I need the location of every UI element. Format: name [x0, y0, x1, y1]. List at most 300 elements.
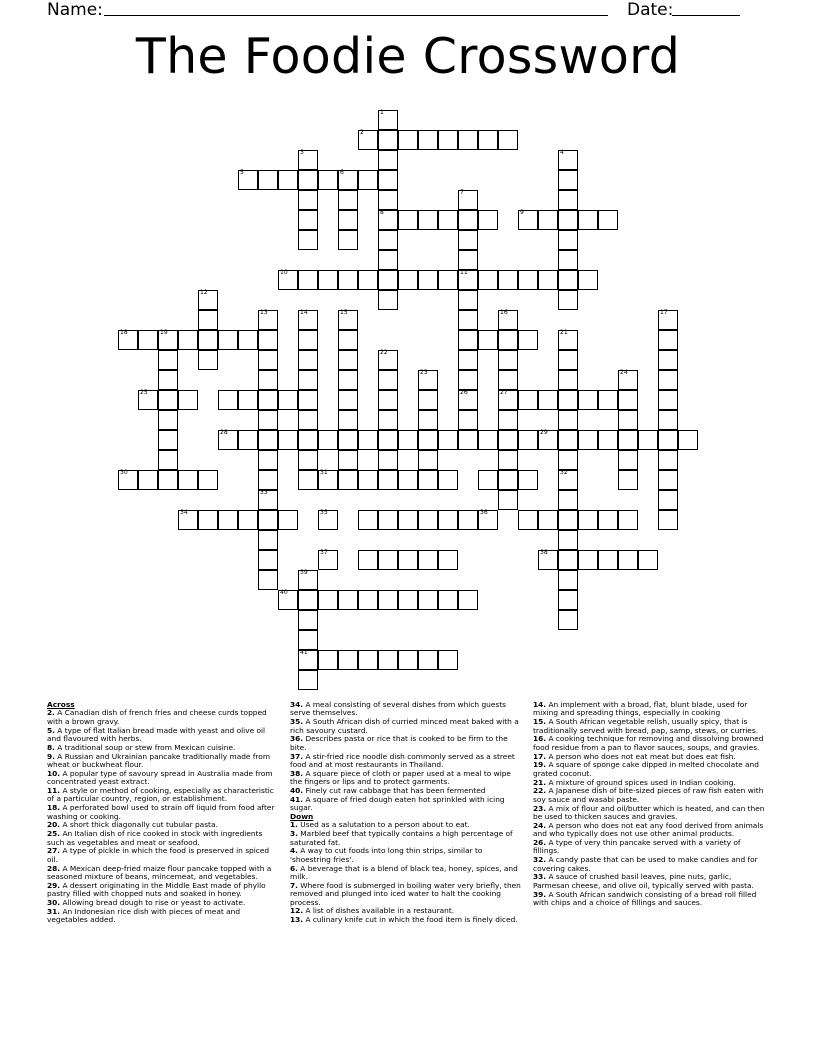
grid-cell[interactable]	[458, 270, 478, 290]
clue-item	[290, 796, 524, 813]
grid-cell[interactable]	[278, 510, 298, 530]
grid-cell[interactable]	[398, 470, 418, 490]
grid-cell[interactable]	[338, 410, 358, 430]
clue-number: 15	[340, 309, 348, 316]
grid-cell[interactable]	[158, 330, 178, 350]
grid-cell[interactable]	[338, 450, 358, 470]
grid-cell[interactable]	[618, 470, 638, 490]
grid-cell[interactable]	[598, 510, 618, 530]
grid-cell[interactable]	[338, 270, 358, 290]
grid-cell[interactable]	[558, 590, 578, 610]
grid-cell[interactable]	[418, 550, 438, 570]
across-heading: Across	[47, 700, 75, 709]
grid-cell[interactable]	[598, 430, 618, 450]
grid-cell[interactable]	[358, 550, 378, 570]
grid-cell[interactable]	[378, 650, 398, 670]
grid-cell[interactable]	[378, 450, 398, 470]
grid-cell[interactable]	[298, 630, 318, 650]
grid-cell[interactable]	[398, 210, 418, 230]
grid-cell[interactable]	[478, 470, 498, 490]
grid-cell[interactable]	[578, 270, 598, 290]
clue-item	[290, 701, 524, 718]
grid-cell[interactable]	[298, 210, 318, 230]
grid-cell[interactable]	[298, 170, 318, 190]
grid-cell[interactable]	[438, 270, 458, 290]
clue-number: 14	[300, 309, 308, 316]
grid-cell[interactable]	[138, 330, 158, 350]
grid-cell[interactable]	[218, 430, 238, 450]
grid-cell[interactable]	[378, 470, 398, 490]
grid-cell[interactable]	[178, 330, 198, 350]
grid-cell[interactable]	[518, 330, 538, 350]
grid-cell[interactable]	[658, 350, 678, 370]
grid-cell[interactable]	[658, 330, 678, 350]
grid-cell[interactable]	[518, 430, 538, 450]
grid-cell[interactable]	[438, 510, 458, 530]
clue-number: 38	[540, 549, 548, 556]
grid-cell[interactable]	[258, 570, 278, 590]
grid-cell[interactable]	[338, 190, 358, 210]
grid-cell[interactable]	[458, 330, 478, 350]
grid-cell[interactable]	[338, 330, 358, 350]
grid-cell[interactable]	[298, 410, 318, 430]
grid-cell[interactable]	[418, 450, 438, 470]
grid-cell[interactable]	[458, 290, 478, 310]
grid-cell[interactable]	[658, 450, 678, 470]
grid-cell[interactable]	[258, 430, 278, 450]
grid-cell[interactable]	[638, 550, 658, 570]
grid-cell[interactable]	[558, 430, 578, 450]
grid-cell[interactable]	[338, 310, 358, 330]
grid-cell[interactable]	[458, 430, 478, 450]
grid-cell[interactable]	[158, 370, 178, 390]
grid-cell[interactable]	[438, 210, 458, 230]
grid-cell[interactable]	[438, 130, 458, 150]
grid-cell[interactable]	[618, 410, 638, 430]
grid-cell[interactable]	[618, 430, 638, 450]
clues-column-2	[290, 701, 524, 925]
grid-cell[interactable]	[498, 350, 518, 370]
grid-cell[interactable]	[298, 190, 318, 210]
grid-cell[interactable]	[358, 130, 378, 150]
grid-cell[interactable]	[258, 510, 278, 530]
grid-cell[interactable]	[158, 390, 178, 410]
grid-cell[interactable]	[458, 210, 478, 230]
clue-item	[47, 830, 279, 847]
grid-cell[interactable]	[558, 450, 578, 470]
clue-number: 23	[420, 369, 428, 376]
clue-item	[290, 865, 524, 882]
grid-cell[interactable]	[278, 590, 298, 610]
grid-cell[interactable]	[618, 390, 638, 410]
grid-cell[interactable]	[558, 210, 578, 230]
grid-cell[interactable]	[378, 370, 398, 390]
grid-cell[interactable]	[358, 510, 378, 530]
grid-cell[interactable]	[658, 410, 678, 430]
grid-cell[interactable]	[538, 510, 558, 530]
grid-cell[interactable]	[538, 270, 558, 290]
grid-cell[interactable]	[378, 590, 398, 610]
grid-cell[interactable]	[198, 470, 218, 490]
grid-cell[interactable]	[558, 510, 578, 530]
grid-cell[interactable]	[558, 350, 578, 370]
grid-cell[interactable]	[258, 370, 278, 390]
clue-item	[533, 787, 769, 804]
grid-cell[interactable]	[498, 390, 518, 410]
clue-item-number: 32.	[533, 855, 547, 865]
grid-cell[interactable]	[438, 470, 458, 490]
grid-cell[interactable]	[318, 550, 338, 570]
grid-cell[interactable]	[518, 210, 538, 230]
grid-cell[interactable]	[638, 430, 658, 450]
grid-cell[interactable]	[558, 270, 578, 290]
grid-cell[interactable]	[318, 470, 338, 490]
grid-cell[interactable]	[378, 270, 398, 290]
grid-cell[interactable]	[278, 430, 298, 450]
grid-cell[interactable]	[298, 610, 318, 630]
clue-number: 12	[200, 289, 208, 296]
grid-cell[interactable]	[598, 210, 618, 230]
grid-cell[interactable]	[258, 170, 278, 190]
grid-cell[interactable]	[398, 590, 418, 610]
grid-cell[interactable]	[318, 270, 338, 290]
grid-cell[interactable]	[278, 170, 298, 190]
grid-cell[interactable]	[118, 330, 138, 350]
grid-cell[interactable]	[178, 510, 198, 530]
grid-cell[interactable]	[558, 390, 578, 410]
clue-number: 34	[180, 509, 188, 516]
grid-cell[interactable]	[378, 550, 398, 570]
grid-cell[interactable]	[618, 550, 638, 570]
grid-cell[interactable]	[378, 430, 398, 450]
grid-cell[interactable]	[218, 510, 238, 530]
grid-cell[interactable]	[558, 190, 578, 210]
grid-cell[interactable]	[338, 470, 358, 490]
grid-cell[interactable]	[338, 590, 358, 610]
grid-cell[interactable]	[578, 390, 598, 410]
grid-cell[interactable]	[318, 430, 338, 450]
grid-cell[interactable]	[618, 510, 638, 530]
grid-cell[interactable]	[458, 130, 478, 150]
grid-cell[interactable]	[418, 210, 438, 230]
grid-cell[interactable]	[478, 430, 498, 450]
grid-cell[interactable]	[298, 370, 318, 390]
grid-cell[interactable]	[338, 650, 358, 670]
clue-item-number: 6.	[290, 863, 298, 873]
grid-cell[interactable]	[178, 470, 198, 490]
grid-cell[interactable]	[158, 470, 178, 490]
grid-cell[interactable]	[498, 130, 518, 150]
clue-item-number: 33.	[533, 872, 547, 882]
grid-cell[interactable]	[458, 410, 478, 430]
grid-cell[interactable]	[298, 430, 318, 450]
grid-cell[interactable]	[438, 430, 458, 450]
grid-cell[interactable]	[358, 470, 378, 490]
grid-cell[interactable]	[198, 330, 218, 350]
grid-cell[interactable]	[498, 370, 518, 390]
grid-cell[interactable]	[298, 390, 318, 410]
grid-cell[interactable]	[458, 510, 478, 530]
grid-cell[interactable]	[458, 370, 478, 390]
grid-cell[interactable]	[278, 390, 298, 410]
grid-cell[interactable]	[378, 350, 398, 370]
grid-cell[interactable]	[478, 130, 498, 150]
grid-cell[interactable]	[478, 330, 498, 350]
clue-item-number: 29.	[47, 880, 61, 890]
grid-cell[interactable]	[318, 170, 338, 190]
grid-cell[interactable]	[198, 290, 218, 310]
grid-cell[interactable]	[618, 370, 638, 390]
grid-cell[interactable]	[278, 270, 298, 290]
grid-cell[interactable]	[498, 450, 518, 470]
grid-cell[interactable]	[378, 290, 398, 310]
grid-cell[interactable]	[658, 430, 678, 450]
grid-cell[interactable]	[438, 590, 458, 610]
grid-cell[interactable]	[258, 330, 278, 350]
grid-cell[interactable]	[338, 350, 358, 370]
grid-cell[interactable]	[238, 390, 258, 410]
grid-cell[interactable]	[658, 310, 678, 330]
grid-cell[interactable]	[418, 270, 438, 290]
clue-item-text: A type of pickle in which the food is preserved in spiced oil.	[47, 846, 270, 864]
clue-item	[47, 709, 279, 726]
grid-cell[interactable]	[498, 270, 518, 290]
grid-cell[interactable]	[518, 390, 538, 410]
grid-cell[interactable]	[378, 130, 398, 150]
grid-cell[interactable]	[338, 210, 358, 230]
grid-cell[interactable]	[558, 530, 578, 550]
clue-number: 28	[220, 429, 228, 436]
grid-cell[interactable]	[258, 350, 278, 370]
grid-cell[interactable]	[298, 270, 318, 290]
grid-cell[interactable]	[318, 510, 338, 530]
grid-cell[interactable]	[558, 230, 578, 250]
grid-cell[interactable]	[238, 330, 258, 350]
grid-cell[interactable]	[378, 250, 398, 270]
grid-cell[interactable]	[598, 390, 618, 410]
grid-cell[interactable]	[378, 230, 398, 250]
clue-number: 13	[260, 309, 268, 316]
grid-cell[interactable]	[558, 150, 578, 170]
grid-cell[interactable]	[418, 370, 438, 390]
grid-cell[interactable]	[458, 590, 478, 610]
grid-cell[interactable]	[478, 510, 498, 530]
grid-cell[interactable]	[418, 590, 438, 610]
grid-cell[interactable]	[338, 170, 358, 190]
grid-cell[interactable]	[438, 550, 458, 570]
grid-cell[interactable]	[598, 550, 618, 570]
grid-cell[interactable]	[478, 270, 498, 290]
grid-cell[interactable]	[258, 550, 278, 570]
grid-cell[interactable]	[458, 310, 478, 330]
grid-cell[interactable]	[558, 330, 578, 350]
grid-cell[interactable]	[658, 390, 678, 410]
grid-cell[interactable]	[298, 330, 318, 350]
grid-cell[interactable]	[378, 170, 398, 190]
grid-cell[interactable]	[358, 270, 378, 290]
grid-cell[interactable]	[258, 530, 278, 550]
grid-cell[interactable]	[498, 330, 518, 350]
grid-cell[interactable]	[138, 390, 158, 410]
grid-cell[interactable]	[558, 550, 578, 570]
grid-cell[interactable]	[358, 650, 378, 670]
grid-cell[interactable]	[538, 550, 558, 570]
grid-cell[interactable]	[258, 310, 278, 330]
grid-cell[interactable]	[358, 590, 378, 610]
grid-cell[interactable]	[198, 350, 218, 370]
grid-cell[interactable]	[158, 350, 178, 370]
grid-cell[interactable]	[158, 410, 178, 430]
grid-cell[interactable]	[518, 270, 538, 290]
grid-cell[interactable]	[238, 170, 258, 190]
grid-cell[interactable]	[578, 210, 598, 230]
grid-cell[interactable]	[378, 110, 398, 130]
grid-cell[interactable]	[418, 390, 438, 410]
clue-item-number: 3.	[290, 829, 298, 839]
grid-cell[interactable]	[418, 470, 438, 490]
grid-cell[interactable]	[618, 450, 638, 470]
grid-cell[interactable]	[298, 470, 318, 490]
grid-cell[interactable]	[658, 370, 678, 390]
grid-cell[interactable]	[258, 490, 278, 510]
grid-cell[interactable]	[178, 390, 198, 410]
grid-cell[interactable]	[298, 450, 318, 470]
grid-cell[interactable]	[538, 210, 558, 230]
grid-cell[interactable]	[378, 510, 398, 530]
grid-cell[interactable]	[378, 410, 398, 430]
clue-item-text: An Italian dish of rice cooked in stock with ingredients such as vegetables and meat or seafood.	[47, 829, 263, 847]
grid-cell[interactable]	[418, 650, 438, 670]
grid-cell[interactable]	[458, 230, 478, 250]
grid-cell[interactable]	[338, 390, 358, 410]
grid-cell[interactable]	[318, 590, 338, 610]
grid-cell[interactable]	[438, 650, 458, 670]
grid-cell[interactable]	[298, 230, 318, 250]
grid-cell[interactable]	[498, 310, 518, 330]
clue-item	[290, 718, 524, 735]
grid-cell[interactable]	[398, 270, 418, 290]
grid-cell[interactable]	[498, 490, 518, 510]
grid-cell[interactable]	[398, 510, 418, 530]
grid-cell[interactable]	[298, 150, 318, 170]
grid-cell[interactable]	[418, 430, 438, 450]
grid-cell[interactable]	[118, 470, 138, 490]
grid-cell[interactable]	[258, 390, 278, 410]
grid-cell[interactable]	[218, 330, 238, 350]
grid-cell[interactable]	[298, 670, 318, 690]
grid-cell[interactable]	[658, 490, 678, 510]
grid-cell[interactable]	[538, 390, 558, 410]
grid-cell[interactable]	[318, 650, 338, 670]
grid-cell[interactable]	[378, 190, 398, 210]
grid-cell[interactable]	[378, 150, 398, 170]
grid-cell[interactable]	[398, 550, 418, 570]
grid-cell[interactable]	[458, 250, 478, 270]
grid-cell[interactable]	[218, 390, 238, 410]
grid-cell[interactable]	[418, 410, 438, 430]
clue-item-number: 31.	[47, 906, 61, 916]
clue-number: 30	[120, 469, 128, 476]
clue-item-number: 35.	[290, 717, 304, 727]
grid-cell[interactable]	[338, 430, 358, 450]
grid-cell[interactable]	[558, 370, 578, 390]
grid-cell[interactable]	[518, 510, 538, 530]
grid-cell[interactable]	[558, 570, 578, 590]
grid-cell[interactable]	[558, 290, 578, 310]
clue-item-number: 26.	[533, 838, 547, 848]
grid-cell[interactable]	[538, 430, 558, 450]
grid-cell[interactable]	[558, 170, 578, 190]
grid-cell[interactable]	[158, 430, 178, 450]
grid-cell[interactable]	[298, 310, 318, 330]
grid-cell[interactable]	[658, 470, 678, 490]
grid-cell[interactable]	[258, 450, 278, 470]
grid-cell[interactable]	[198, 310, 218, 330]
clue-item-text: A stir-fried rice noodle dish commonly served as a street food and at most restaurants in Thailand.	[290, 751, 515, 770]
grid-cell[interactable]	[458, 190, 478, 210]
clue-number: 19	[160, 329, 168, 336]
clue-item-number: 2.	[47, 708, 55, 718]
grid-cell[interactable]	[578, 430, 598, 450]
grid-cell[interactable]	[198, 510, 218, 530]
clue-item-text: A list of dishes available in a restaurant.	[303, 906, 455, 916]
grid-cell[interactable]	[478, 210, 498, 230]
grid-cell[interactable]	[498, 430, 518, 450]
grid-cell[interactable]	[458, 390, 478, 410]
grid-cell[interactable]	[158, 450, 178, 470]
grid-cell[interactable]	[658, 510, 678, 530]
grid-cell[interactable]	[558, 250, 578, 270]
clues-column-1	[47, 701, 279, 925]
clue-item-number: 14.	[533, 700, 547, 709]
grid-cell[interactable]	[238, 430, 258, 450]
grid-cell[interactable]	[398, 650, 418, 670]
grid-cell[interactable]	[558, 490, 578, 510]
grid-cell[interactable]	[298, 350, 318, 370]
clue-number: 7	[460, 189, 464, 196]
grid-cell[interactable]	[298, 570, 318, 590]
grid-cell[interactable]	[558, 610, 578, 630]
grid-cell[interactable]	[518, 470, 538, 490]
grid-cell[interactable]	[398, 130, 418, 150]
grid-cell[interactable]	[418, 130, 438, 150]
grid-cell[interactable]	[358, 170, 378, 190]
clue-number: 9	[520, 209, 524, 216]
grid-cell[interactable]	[398, 430, 418, 450]
clue-number: 32	[560, 469, 568, 476]
grid-cell[interactable]	[258, 410, 278, 430]
grid-cell[interactable]	[558, 470, 578, 490]
grid-cell[interactable]	[458, 350, 478, 370]
grid-cell[interactable]	[378, 390, 398, 410]
grid-cell[interactable]	[558, 410, 578, 430]
grid-cell[interactable]	[418, 510, 438, 530]
grid-cell[interactable]	[578, 510, 598, 530]
grid-cell[interactable]	[498, 470, 518, 490]
grid-cell[interactable]	[258, 470, 278, 490]
grid-cell[interactable]	[578, 550, 598, 570]
grid-cell[interactable]	[498, 410, 518, 430]
grid-cell[interactable]	[678, 430, 698, 450]
grid-cell[interactable]	[298, 650, 318, 670]
grid-cell[interactable]	[378, 210, 398, 230]
grid-cell[interactable]	[338, 370, 358, 390]
grid-cell[interactable]	[338, 230, 358, 250]
grid-cell[interactable]	[138, 470, 158, 490]
grid-cell[interactable]	[238, 510, 258, 530]
grid-cell[interactable]	[298, 590, 318, 610]
grid-cell[interactable]	[358, 430, 378, 450]
